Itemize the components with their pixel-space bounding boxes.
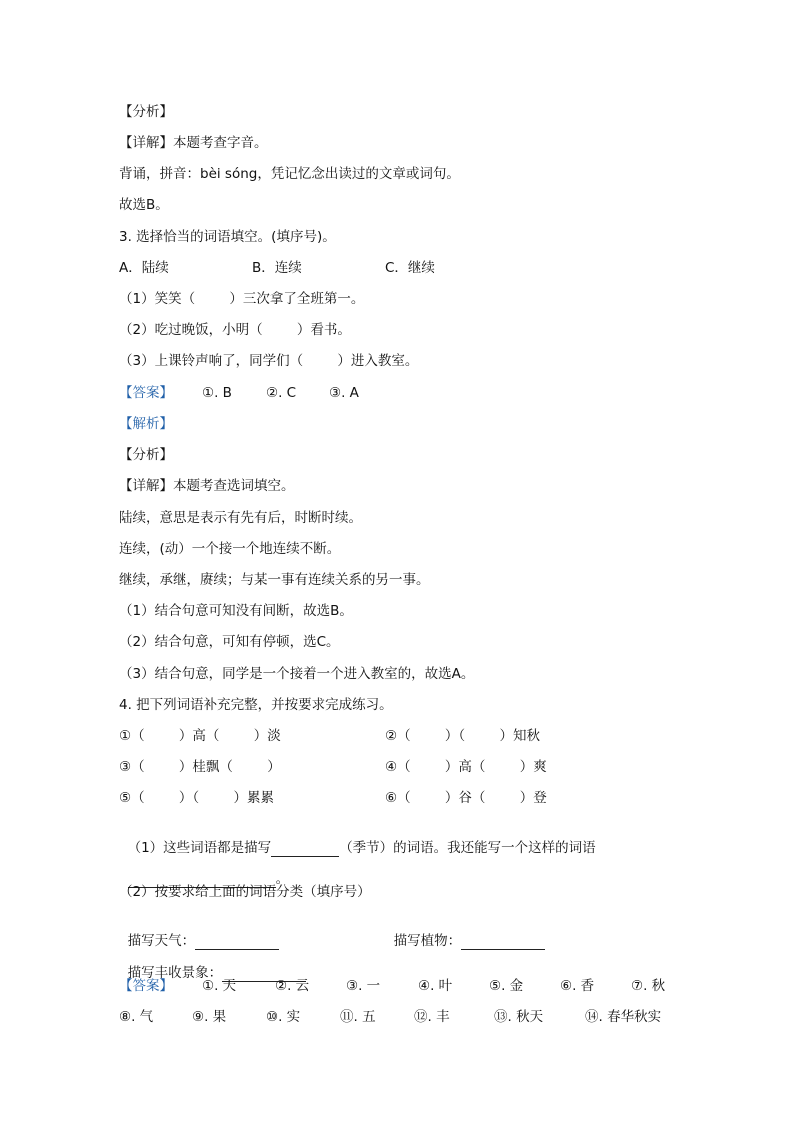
q4-word-3: ③（ ）桂飘（ ）: [119, 759, 281, 775]
q4-plants: [385, 914, 545, 950]
q4-answer: ⑩. 实: [266, 1009, 301, 1025]
q4-answer: ④. 叶: [418, 978, 453, 994]
detail-explanation: 【详解】本题考查字音。: [119, 135, 268, 151]
q2-answer: 故选B。: [119, 197, 169, 213]
q4-answer: ①. 天: [202, 978, 237, 994]
q4-answer: ⑬. 秋天: [494, 1009, 544, 1025]
analysis-heading: 【分析】: [119, 104, 173, 120]
q3-answer-3: ③. A: [329, 385, 359, 401]
explanation-line: （1）结合句意可知没有间断，故选B。: [119, 603, 353, 619]
q4-answer: ③. 一: [346, 978, 381, 994]
q4-answer: ⑦. 秋: [631, 978, 666, 994]
analysis-heading: 【分析】: [119, 447, 173, 463]
q4-answer: ⑫. 丰: [414, 1009, 450, 1025]
answer-tag: 【答案】: [119, 385, 173, 401]
explanation-line: 连续，(动）一个接一个地连续不断。: [119, 541, 341, 557]
q3-option-c: C．继续: [385, 260, 435, 276]
beisong-definition: 背诵，拼音：bèi sóng，凭记忆念出读过的文章或词句。: [119, 166, 460, 182]
q4-word-4: ④（ ）高（ ）爽: [385, 759, 547, 775]
q4-answer: ⑭. 春华秋实: [585, 1009, 662, 1025]
q4-weather: [119, 914, 279, 950]
q3-answer-1: ①. B: [202, 385, 232, 401]
q4-answer: ⑧. 气: [119, 1009, 154, 1025]
answer-tag: 【答案】: [119, 978, 173, 994]
q3-answer-2: ②. C: [266, 385, 297, 401]
jiexi-tag: 【解析】: [119, 416, 173, 432]
explanation-line: （2）结合句意，可知有停顿，选C。: [119, 634, 340, 650]
explanation-line: 继续，承继，赓续；与某一事有连续关系的另一事。: [119, 572, 430, 588]
q4-word-6: ⑥（ ）谷（ ）登: [385, 790, 547, 806]
q4-answer: ⑤. 金: [489, 978, 524, 994]
q4-title: 4. 把下列词语补充完整，并按要求完成练习。: [119, 697, 393, 713]
q4-answer: ②. 云: [275, 978, 310, 994]
q4-answer: ⑥. 香: [560, 978, 595, 994]
q4-answer: ⑨. 果: [192, 1009, 227, 1025]
explanation-line: 陆续，意思是表示有先有后，时断时续。: [119, 510, 362, 526]
q4-answer: ⑪. 五: [340, 1009, 376, 1025]
q3-item-1: （1）笑笑（ ）三次拿了全班第一。: [119, 291, 365, 307]
harvest-label: 描写丰收景象：: [127, 965, 223, 981]
q3-title: 3. 选择恰当的词语填空。(填序号)。: [119, 229, 336, 245]
explanation-line: （3）结合句意，同学是一个接着一个进入教室的，故选A。: [119, 666, 475, 682]
weather-label: 描写天气：: [127, 933, 196, 949]
q3-item-3: （3）上课铃声响了，同学们（ ）进入教室。: [119, 353, 419, 369]
q4-word-5: ⑤（ ）（ ）累累: [119, 790, 275, 806]
q3-option-a: A．陆续: [119, 260, 169, 276]
detail-explanation: 【详解】本题考查选词填空。: [119, 478, 295, 494]
q4-sub1-text-a: （1）这些词语都是描写: [127, 840, 272, 856]
q4-sub1-end: 。: [275, 871, 290, 887]
q4-sub2: （2）按要求给上面的词语分类（填序号）: [119, 884, 371, 900]
q4-sub1-text-b: （季节）的词语。我还能写一个这样的词语: [339, 840, 596, 856]
q3-item-2: （2）吃过晚饭，小明（ ）看书。: [119, 322, 351, 338]
q4-word-2: ②（ ）（ ）知秋: [385, 728, 541, 744]
fill-blank[interactable]: [461, 935, 545, 950]
q3-option-b: B．连续: [252, 260, 302, 276]
plants-label: 描写植物：: [393, 933, 462, 949]
q4-word-1: ①（ ）高（ ）淡: [119, 728, 281, 744]
